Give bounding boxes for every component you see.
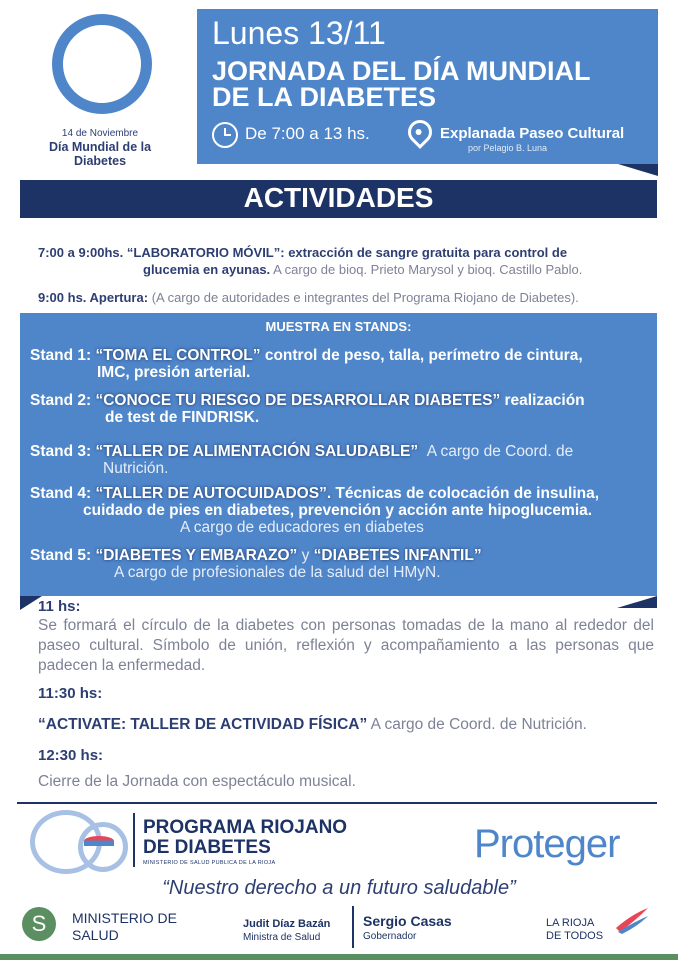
event-title — [212, 58, 652, 110]
governor-role: Gobernador — [363, 931, 417, 942]
blue-circle-logo-icon — [52, 14, 152, 114]
la-rioja-line1: LA RIOJA — [546, 917, 595, 929]
schedule-body-3: Cierre de la Jornada con espectáculo musical. — [38, 773, 356, 790]
event-place: Explanada Paseo Cultural — [440, 125, 625, 142]
event-date: Lunes 13/11 — [212, 15, 386, 51]
schedule-body-2-bold: “ACTIVATE: TALLER DE ACTIVIDAD FÍSICA” — [38, 716, 368, 733]
schedule-body-2 — [38, 715, 654, 735]
la-rioja-swoosh-icon — [614, 906, 650, 934]
activities-title: ACTIVIDADES — [243, 182, 434, 213]
slogan: “Nuestro derecho a un futuro saludable” — [162, 877, 516, 899]
ministry-line2: SALUD — [72, 927, 119, 943]
stand-4-label: Stand 4: — [30, 485, 92, 502]
program-sub: MINISTERIO DE SALUD PUBLICA DE LA RIOJA — [143, 860, 276, 866]
la-rioja-logo — [546, 917, 603, 943]
stand-3 — [30, 443, 573, 477]
stand-4-text-b: cuidado de pies en diabetes, prevención y acción ante hipoglucemia. — [83, 502, 593, 519]
stand-5-quote-a: “DIABETES Y EMBARAZO” — [95, 547, 298, 564]
schedule-time-3: 12:30 hs: — [38, 747, 104, 764]
la-rioja-line2: DE TODOS — [546, 930, 604, 942]
stand-4-text-c: A cargo de educadores en diabetes — [180, 519, 424, 536]
lab-text-a: : extracción de sangre gratuita para control de — [280, 245, 568, 260]
signature-divider — [352, 906, 354, 948]
stand-3-text-b: Nutrición. — [103, 460, 169, 477]
stands-fold-right — [617, 596, 657, 608]
stand-1-text-b: IMC, presión arterial. — [97, 364, 251, 381]
stand-5-text: A cargo de profesionales de la salud del HMyN. — [114, 564, 441, 581]
stand-4 — [30, 485, 599, 536]
logo-title-line1: Día Mundial de la — [48, 140, 152, 154]
stand-5-label: Stand 5: — [30, 547, 92, 564]
event-title-line2: DE LA DIABETES — [212, 82, 437, 112]
lab-text-b: glucemia en ayunas. — [143, 262, 271, 277]
stand-2-text-a: realización — [500, 392, 585, 409]
stand-4-text-a: Técnicas de colocación de insulina, — [331, 485, 600, 502]
stand-5-and: y — [297, 547, 314, 564]
stand-2 — [30, 392, 585, 426]
bottom-bar — [0, 954, 678, 960]
stands-heading: MUESTRA EN STANDS: — [265, 319, 412, 334]
program-name-line2: DE DIABETES — [143, 837, 271, 858]
program-logo-wings-icon — [84, 836, 114, 846]
stand-3-label: Stand 3: — [30, 443, 92, 460]
program-name — [143, 818, 347, 858]
logo-date: 14 de Noviembre — [61, 128, 139, 139]
clock-icon — [212, 122, 238, 148]
stand-1 — [30, 347, 583, 381]
schedule-body-2-rest: A cargo de Coord. de Nutrición. — [367, 716, 587, 733]
logo-title-line2: Diabetes — [73, 154, 127, 168]
stand-4-quote: “TALLER DE AUTOCUIDADOS”. — [95, 485, 332, 502]
lab-line2 — [143, 261, 582, 278]
ministry-line1: MINISTERIO DE — [72, 910, 178, 926]
stand-2-label: Stand 2: — [30, 392, 92, 409]
event-title-line1: JORNADA DEL DÍA MUNDIAL — [212, 56, 591, 86]
governor-name: Sergio Casas — [363, 913, 452, 929]
ministry-logo-icon: S — [22, 907, 56, 941]
lab-line1 — [38, 244, 567, 261]
program-logo-divider — [133, 813, 135, 867]
schedule-time-1: 11 hs: — [38, 598, 81, 615]
lab-time: 7:00 a 9:00hs. — [38, 245, 124, 260]
program-name-line1: PROGRAMA RIOJANO — [143, 817, 348, 838]
minister-name: Judit Díaz Bazán — [243, 918, 331, 930]
stand-1-quote: “TOMA EL CONTROL” — [95, 347, 261, 364]
opening-time: 9:00 hs. Apertura: — [38, 290, 149, 305]
program-logo-ring-icon — [78, 822, 128, 872]
minister-role: Ministra de Salud — [243, 932, 321, 943]
ministry-name — [72, 910, 177, 944]
opening-text: (A cargo de autoridades e integrantes del Programa Riojano de Diabetes). — [151, 290, 579, 305]
schedule-body-1: Se formará el círculo de la diabetes con personas tomadas de la mano al rededor del paseo cultural. Símbolo de unión, reflexión y acompañamiento a las personas que padecen la enfermedad. — [38, 617, 654, 674]
header-fold-corner — [618, 164, 658, 176]
logo-title — [20, 140, 180, 168]
stand-1-text-a: control de peso, talla, perímetro de cintura, — [260, 347, 583, 364]
stand-3-quote: “TALLER DE ALIMENTACIÓN SALUDABLE” — [95, 443, 419, 460]
lab-text-c: A cargo de bioq. Prieto Marysol y bioq. Castillo Pablo. — [273, 262, 583, 277]
event-time: De 7:00 a 13 hs. — [245, 124, 370, 143]
stand-1-label: Stand 1: — [30, 347, 92, 364]
opening-line — [38, 289, 579, 306]
footer-divider — [17, 802, 657, 804]
stand-3-text-a: A cargo de Coord. de — [426, 443, 574, 460]
stand-5 — [30, 547, 482, 581]
lab-title: “LABORATORIO MÓVIL” — [126, 245, 281, 260]
stand-2-text-b: de test de FINDRISK. — [105, 409, 260, 426]
proteger-brand: Proteger — [474, 822, 620, 866]
stand-2-quote: “CONOCE TU RIESGO DE DESARROLLAR DIABETES” — [95, 392, 501, 409]
schedule-time-2: 11:30 hs: — [38, 685, 103, 702]
event-place-sub: por Pelagio B. Luna — [468, 143, 548, 153]
stand-5-quote-b: “DIABETES INFANTIL” — [313, 547, 482, 564]
